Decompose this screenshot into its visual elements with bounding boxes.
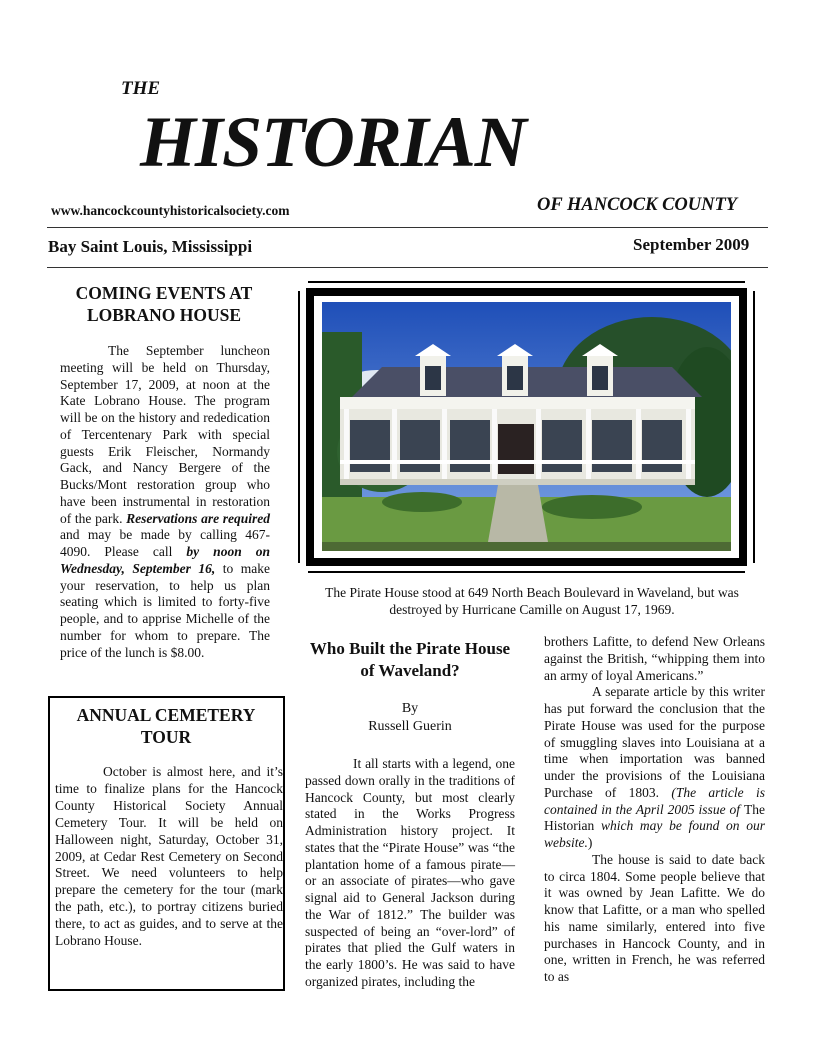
events-article: The September luncheon meeting will be held on Thursday, September 17, 2009, at noon at the Kate Lobrano House. The program will be on the history and rededication of Tercentenary Park with special guests Erik Fleischer, Normandy Gack, and Nancy Bergere of the Bucks/Mont restoration group who have been instrumental in restoration of the park. Reservations are required and may be made by calling 467-4090. Please call by noon on Wednesday, September 16, to make your reservation, to help us plan seating which is limited to forty-five people, and to apprise Michelle of the number for whom to prepare. The price of the lunch is $8.00. [60,343,270,660]
article-column-1: It all starts with a legend, one passed down orally in the traditions of Hancock County, but most clearly stated in the Works Progress Administration history project. It states that the “Pirate House” was “the plantation home of a famous pirate—or an associate of pirates—who gave signal aid to General Jackson during the War of 1812.” The builder was suspected of being an “over-lord” of pirates that plied the Gulf waters in the early 1800’s. He was said to have organized pirates, including the [305,756,515,989]
cemetery-article: October is almost here, and it’s time to finalize plans for the Hancock County Historical Society Annual Cemetery Tour. It will be held on Halloween night, Saturday, October 31, 2009, at Cedar Rest Cemetery on Second Street. We need volunteers to help prepare the cemetery for the tour (mark the path, etc.), to portray citizens buried there, to act as guides, and to serve at the Lobrano House. [55,764,283,949]
location: Bay Saint Louis, Mississippi [48,237,253,256]
byline-by: By [401,701,419,716]
reservations-note: Reservations are required [126,510,270,526]
masthead-rule-top [47,227,768,228]
issue-date: September 2009 [633,235,750,254]
pirate-house-photo [322,302,731,551]
masthead-county: OF HANCOCK COUNTY [537,195,738,215]
article-column-2: brothers Lafitte, to defend New Orleans against the British, “whipping them into an army of loyal Americans.” A separate article by this writer has put forward the conclusion that the Pirate House was used for the purpose of smuggling slaves into Louisiana at a time when importation was banned under the provisions of the Louisiana Purchase of 1803. (The article is contained in the April 2005 issue of The Historian which may be found on our website.) The house is said to date back to circa 1804. Some people believe that it was owned by Jean Lafitte. We do know that Lafitte, or a man who spelled his name similarly, entered into five purchases in Hancock County, and in one, written in French, he was referred to as [544,634,765,984]
masthead-rule-bottom [47,267,768,268]
reservation-deadline: by noon on Wednesday, September 16, [60,544,270,576]
website-url[interactable]: www.hancockcountyhistoricalsociety.com [51,203,290,218]
photo-caption: The Pirate House stood at 649 North Beach Boulevard in Waveland, but was destroyed by Hurricane Camille on August 17, 1969. [325,585,739,617]
byline-author: Russell Guerin [368,719,452,734]
events-heading: COMING EVENTS AT LOBRANO HOUSE [75,283,253,325]
masthead-title: HISTORIAN [140,102,526,182]
article-byline [307,700,513,736]
article-heading: Who Built the Pirate House of Waveland? [309,639,511,680]
cemetery-heading: ANNUAL CEMETERY TOUR [76,705,256,747]
masthead-the: THE [121,78,161,99]
